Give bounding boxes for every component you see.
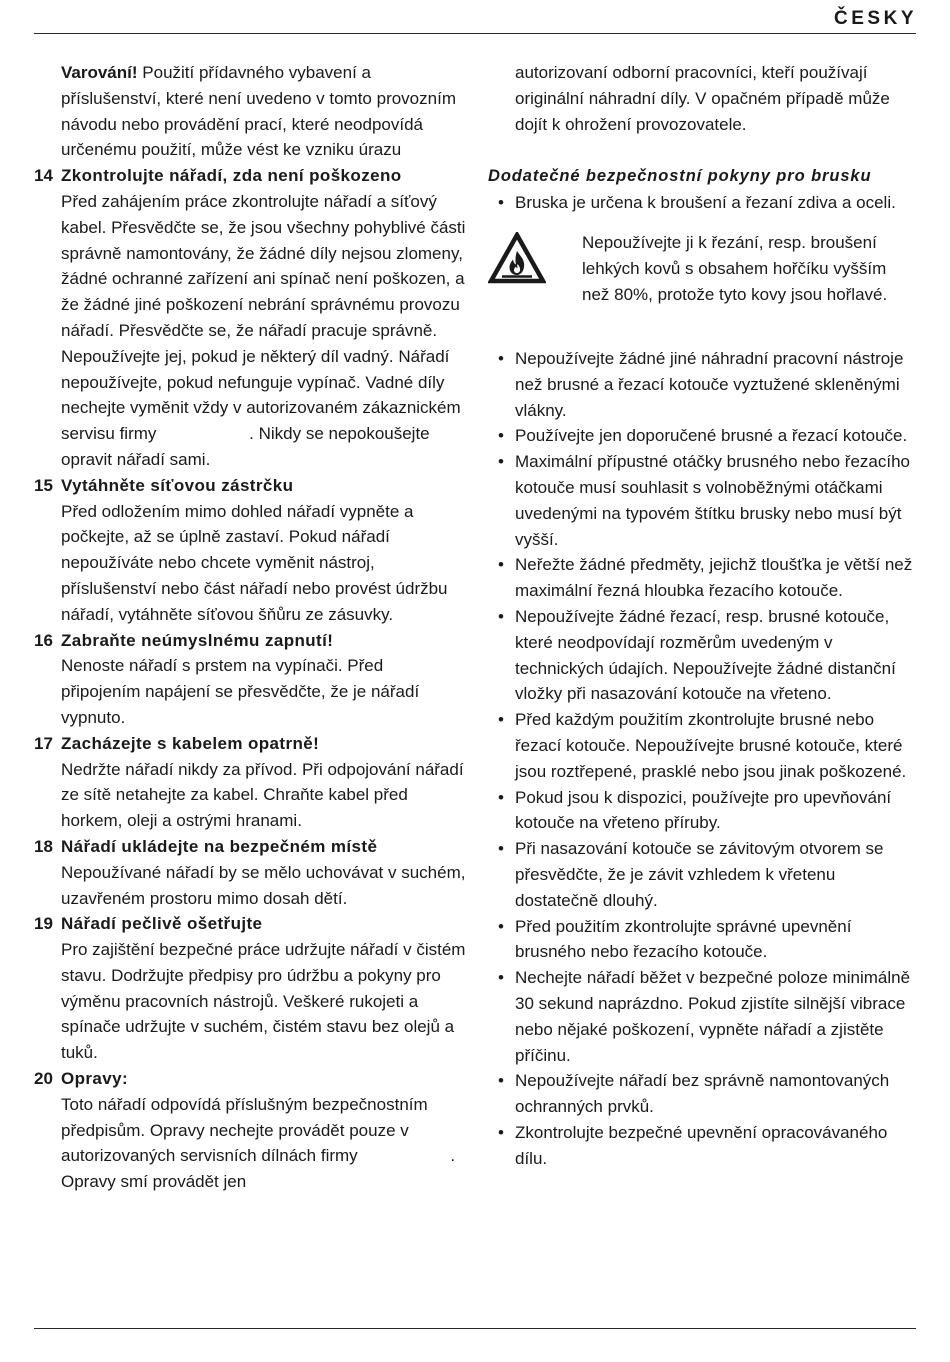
safety-item-14 [34,163,466,473]
list-item: • Nepoužívejte žádné jiné náhradní pracovní nástroje než brusné a řezací kotouče vyztužené skleněnými vlákny. [488,346,916,423]
item-number: 18 [34,836,53,856]
item-body: Před odložením mimo dohled nářadí vypněte a počkejte, až se úplně zastaví. Pokud nářadí nepoužíváte nebo chcete vyměnit nástroj, příslušenství nebo část nářadí nebo provést údržbu nářadí, vytáhněte síťovou šňůru ze zásuvky. [61,501,448,624]
safety-item-18 [34,834,466,911]
safety-item-16 [34,628,466,731]
item-number: 15 [34,475,53,495]
item-number: 17 [34,733,53,753]
item-body: Nedržte nářadí nikdy za přívod. Při odpojování nářadí ze sítě netahejte za kabel. Chraňte kabel před horkem, oleji a ostrými hranami. [61,759,464,831]
bullet-list-intro [488,190,916,216]
footer-divider [34,1328,916,1329]
item-body: Nepoužívané nářadí by se mělo uchovávat v suchém, uzavřeném prostoru mimo dosah dětí. [61,862,466,908]
item-number: 20 [34,1069,53,1089]
list-item: • Před každým použitím zkontrolujte brusné nebo řezací kotouče. Nepoužívejte brusné kotouče, které jsou roztřepené, prasklé nebo jsou jinak poškozené. [488,707,916,784]
list-item: • Před použitím zkontrolujte správné upevnění brusného nebo řezacího kotouče. [488,914,916,966]
safety-item-15 [34,473,466,628]
safety-item-17 [34,731,466,834]
warning-text: Použití přídavného vybavení a příslušenství, které není uvedeno v tomto provozním návodu nebo provádění prací, které neodpovídá určenému použití, může vést ke vzniku úrazu [61,63,456,160]
warning-box-text: Nepoužívejte ji k řezání, resp. broušení lehkých kovů s obsahem hořčíku vyšším než 80%, protože tyto kovy jsou hořlavé. [582,232,888,304]
list-item: • Nechejte nářadí běžet v bezpečné poloze minimálně 30 sekund naprázdno. Pokud zjistíte silnější vibrace nebo nějaké poškození, vypněte nářadí a zjistěte příčinu. [488,965,916,1068]
list-item: • Nepoužívejte nářadí bez správně namontovaných ochranných prvků. [488,1068,916,1120]
list-item: • Neřežte žádné předměty, jejichž tloušťka je větší než maximální řezná hloubka řezacího kotouče. [488,552,916,604]
left-column [34,60,466,1195]
flammable-warning-icon [488,232,546,284]
section-heading: Dodatečné bezpečnostní pokyny pro brusku [488,167,872,186]
bullet-list [488,346,916,1172]
item-body [61,1092,466,1195]
item-body-text: Před zahájením práce zkontrolujte nářadí a síťový kabel. Přesvědčte se, že jsou všechny pohyblivé části správně namontovány, že žádné díly nejsou zlomeny, žádné ochranné zařízení ani spínač není poškozen, a že žádné jiné poškození nebrání správnému provozu nářadí. Přesvědčte se, že nářadí pracuje správně. Nepoužívejte jej, pokud je některý díl vadný. Nářadí nepoužívejte, pokud nefunguje vypínač. Vadné díly nechejte vyměnit vždy v autorizovaném zákaznickém servisu firmy [61,191,466,444]
list-item: • Používejte jen doporučené brusné a řezací kotouče. [488,423,916,449]
list-item: • Pokud jsou k dispozici, používejte pro upevňování kotouče na vřeteno příruby. [488,785,916,837]
list-item: • Zkontrolujte bezpečné upevnění opracovávaného dílu. [488,1120,916,1172]
item-title: Nářadí ukládejte na bezpečném místě [61,836,378,856]
warning-paragraph [34,60,466,163]
item-title: Nářadí pečlivě ošetřujte [61,914,263,934]
item-title: Zacházejte s kabelem opatrně! [61,733,320,753]
continued-paragraph: autorizovaní odborní pracovníci, kteří používají originální náhradní díly. V opačném případě může dojít k ohrožení provozovatele. [515,63,890,134]
item-title: Zabraňte neúmyslnému zapnutí! [61,630,334,650]
item-title: Vytáhněte síťovou zástrčku [61,475,294,495]
right-column [488,60,916,1171]
safety-item-20 [34,1066,466,1195]
item-number: 14 [34,166,53,186]
item-number: 19 [34,914,53,934]
language-heading: ČESKY [834,8,917,29]
list-item: • Bruska je určena k broušení a řezaní zdiva a oceli. [488,190,916,216]
item-number: 16 [34,630,53,650]
warning-label: Varování! [61,63,138,82]
item-body: Nenoste nářadí s prstem na vypínači. Před připojením napájení se přesvědčte, že je nářadí vypnuto. [61,656,420,727]
item-body-text: . Nikdy se nepokoušejte opravit nářadí sami. [61,424,430,469]
item-body-text: . Opravy smí provádět jen [61,1146,456,1192]
list-item: • Nepoužívejte žádné řezací, resp. brusné kotouče, které neodpovídají rozměrům uvedeným v technických údajích. Nepoužívejte žádné distanční vložky při nasazování kotouče na vřeteno. [488,604,916,707]
item-title: Zkontrolujte nářadí, zda není poškozeno [61,166,402,186]
item-body-text: Toto nářadí odpovídá příslušným bezpečnostním předpisům. Opravy nechejte provádět pouze v autorizovaných servisních dílnách firmy [61,1094,428,1166]
flammable-warning-box [488,230,916,334]
safety-item-19 [34,911,466,1066]
list-item: • Při nasazování kotouče se závitovým otvorem se přesvědčte, že je závit vzhledem k vřetenu dostatečně dlouhý. [488,836,916,913]
item-body [61,189,466,473]
item-body: Pro zajištění bezpečné práce udržujte nářadí v čistém stavu. Dodržujte předpisy pro údržbu a pokyny pro výměnu pracovních nástrojů. Veškeré rukojeti a spínače udržujte v suchém, čistém stavu bez olejů a tuků. [61,940,466,1063]
list-item: • Maximální přípustné otáčky brusného nebo řezacího kotouče musí souhlasit s volnoběžnými otáčkami uvedenými na typovém štítku brusky nebo musí být vyšší. [488,449,916,552]
item-title: Opravy: [61,1069,129,1089]
header-divider [34,33,916,34]
